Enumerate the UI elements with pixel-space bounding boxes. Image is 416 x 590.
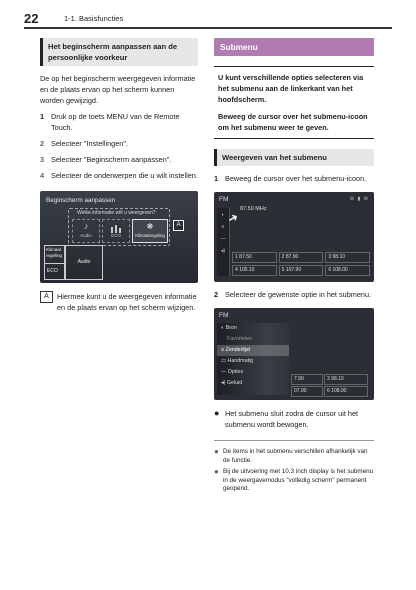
cursor-arrow-icon: ➜ (225, 209, 241, 227)
submenu-item-opties[interactable]: — Opties (221, 369, 244, 375)
notes (214, 440, 374, 494)
bullet-text: Het submenu sluit zodra de cursor uit het submenu wordt bewogen. (225, 409, 359, 429)
right-step-1 (214, 173, 374, 184)
screen-marker-a: A (173, 220, 184, 231)
step-text: Selecteer de onderwerpen die u wilt instellen. (51, 171, 198, 180)
step-text: Selecteer de gewenste optie in het submenu. (225, 290, 372, 299)
submenu-panel (217, 323, 289, 395)
left-intro: De op het beginscherm weergegeven informatie en de plaats ervan op het scherm kunnen worden gewijzigd. (40, 74, 196, 105)
preset-button[interactable]: 3 98.10 (324, 374, 368, 385)
left-step-1 (40, 111, 198, 133)
option-eco-label: ECO (111, 233, 121, 238)
note-text: Bij de uitvoering met 10,3 inch display is het submenu in de weergavemodus "volledig scherm" permanent geopend. (223, 468, 374, 492)
section-title: 1-1. Basisfuncties (64, 14, 124, 23)
status-icons: ⚙ ▮ ✉ (349, 196, 369, 202)
fm-radio-screenshot (214, 192, 374, 282)
preset-button[interactable]: 6 108.00 (325, 265, 370, 276)
tile-climate[interactable]: Klimaat regeling (44, 245, 65, 264)
submenu-intro-1: U kunt verschillende opties selecteren via het submenu aan de linkerkant van het hoofdscherm. (218, 73, 364, 104)
left-step-4 (40, 170, 198, 181)
left-step-3 (40, 154, 198, 165)
preset-grid (232, 252, 370, 276)
left-step-2 (40, 138, 198, 149)
preset-button[interactable]: 2 87.90 (279, 252, 324, 263)
list-icon: ≡ (221, 347, 225, 353)
submenu-item-bron[interactable]: ◐ Bron (221, 325, 237, 331)
tile-eco[interactable]: ECO (44, 263, 65, 280)
right-column (214, 38, 374, 494)
speaker-icon: ◂) (220, 248, 226, 254)
source-icon: ◐ (221, 212, 225, 218)
label-a-text: Hiermee kunt u de weergegeven informatie en de plaats ervan op het scherm wijzigen. (57, 292, 197, 312)
options-icon: — (220, 236, 226, 242)
submenu-open-screenshot (214, 308, 374, 400)
home-screen-customize-screenshot (40, 191, 198, 283)
submenu-intro-2: Beweeg de cursor over het submenu-icoon om het submenu weer te geven. (218, 112, 368, 132)
page-number: 22 (24, 11, 39, 26)
option-audio[interactable] (72, 219, 100, 243)
step-number: 2 (40, 139, 45, 148)
close-submenu-bullet (214, 408, 374, 430)
submenu-subheading: Weergeven van het submenu (214, 149, 374, 166)
options-icon: — (221, 369, 227, 375)
preset-button[interactable]: 1 87.50 (232, 252, 277, 263)
left-column (40, 38, 198, 313)
submenu-item-zenderlijst[interactable]: ≡ Zenderlijst (217, 345, 289, 356)
manual-icon: ▭ (221, 358, 227, 364)
label-a-description (40, 291, 198, 313)
note-item (214, 448, 374, 465)
list-icon: ≡ (221, 224, 225, 230)
submenu-item-geluid[interactable]: ◂) Geluid (221, 380, 243, 386)
note-dot: ● (214, 467, 219, 476)
note-text: De items in het submenu verschillen afhankelijk van de functie. (223, 448, 368, 464)
submenu-item-handmatig[interactable]: ▭ Handmatig (221, 358, 254, 364)
option-audio-label: Audio (80, 233, 92, 238)
preset-button[interactable]: 07.90 (291, 386, 323, 397)
submenu-item-favorieten[interactable]: Favorieten (227, 336, 253, 342)
header-rule (24, 27, 392, 29)
band-label: FM (219, 196, 229, 203)
step-number: 1 (40, 112, 45, 121)
step-text: Beweeg de cursor over het submenu-icoon. (225, 174, 367, 183)
option-eco[interactable] (102, 219, 130, 243)
layout-preview[interactable] (68, 208, 170, 246)
label-a-marker: A (40, 291, 53, 303)
step-number: 1 (214, 174, 219, 183)
frequency-display: 87.50 MHz (240, 206, 267, 212)
preset-button[interactable]: 5 107.90 (279, 265, 324, 276)
music-note-icon: ♪ (83, 221, 89, 231)
preset-button[interactable]: 4 105.10 (232, 265, 277, 276)
band-label: FM (219, 312, 229, 319)
step-number: 4 (40, 171, 45, 180)
option-climate[interactable] (132, 219, 168, 243)
note-item (214, 468, 374, 494)
screen-title: Beginscherm aanpassen (46, 197, 116, 204)
submenu-intro-box (214, 66, 374, 139)
tile-audio[interactable]: Audio (65, 245, 103, 280)
speaker-icon: ◂) (221, 380, 226, 386)
step-number: 2 (214, 290, 219, 299)
preset-button[interactable]: 3 98.10 (325, 252, 370, 263)
preset-button[interactable]: 7.90 (291, 374, 323, 385)
note-dot: ● (214, 447, 219, 456)
step-text: Druk op de toets MENU van de Remote Touch. (51, 112, 180, 132)
bullet-dot: ● (214, 408, 220, 418)
source-icon: ◐ (221, 325, 225, 331)
right-step-2 (214, 289, 374, 300)
step-text: Selecteer "Beginscherm aanpassen". (51, 155, 172, 164)
step-number: 3 (40, 155, 45, 164)
step-text: Selecteer "Instellingen". (51, 139, 128, 148)
fan-icon: ❋ (146, 222, 154, 231)
eco-bars-icon (103, 220, 129, 233)
preset-button[interactable]: 6 108.00 (324, 386, 368, 397)
submenu-title: Submenu (214, 38, 374, 56)
question-text: Welke informatie wilt u weergeven? (77, 210, 156, 216)
option-climate-label: Klimaatregeling (135, 233, 165, 238)
left-heading: Het beginscherm aanpassen aan de persoonlijke voorkeur (40, 38, 198, 66)
